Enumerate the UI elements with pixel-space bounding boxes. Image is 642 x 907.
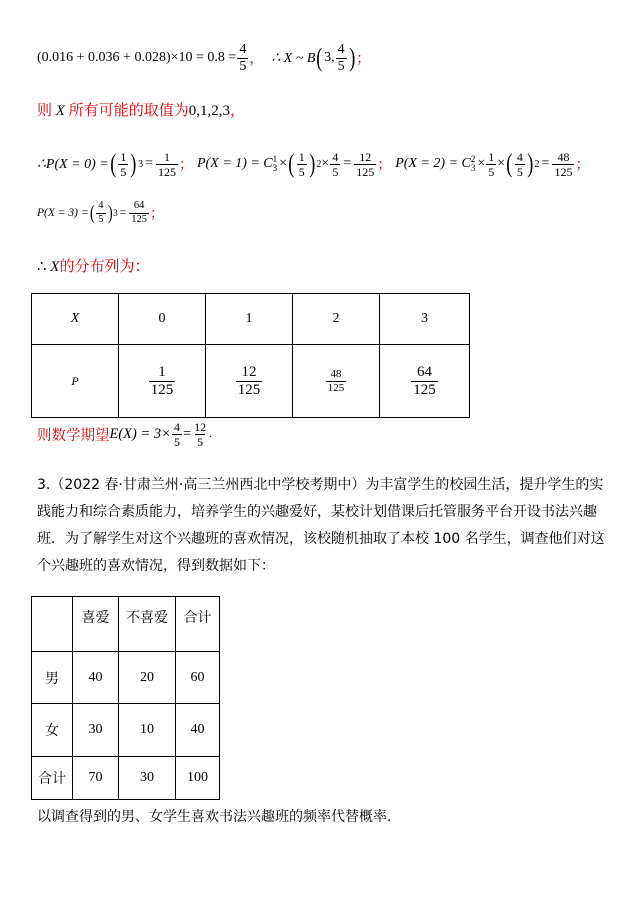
- variable: X: [55, 103, 65, 119]
- table-cell: 40: [176, 704, 220, 757]
- table-row: [32, 757, 220, 800]
- table-cell: X: [32, 294, 119, 345]
- table-cell: 不喜爱: [119, 597, 176, 652]
- table-cell: 30: [119, 757, 176, 800]
- table-cell: $\frac{64}{125}$: [380, 345, 470, 418]
- line-1: (0.016 + 0.036 + 0.028)×10 = 0.8 = $\frac{4}{5}$ ， ∴ X ~ B ( 3, $\frac{4}{5}$ ) ；: [37, 41, 371, 74]
- table-cell: 男: [32, 652, 73, 704]
- survey-table: [31, 596, 220, 800]
- p0-lhs: ∴P(X = 0) =: [37, 156, 109, 172]
- line-4: P(X = 3) = ( $\frac{4}{5}$ ) 3 = $\frac{64}{125}$ ；: [37, 200, 164, 225]
- expectation-label: 则数学期望: [37, 427, 110, 444]
- table-cell: 3: [380, 294, 470, 345]
- line-3: ∴P(X = 0) = ( $\frac{1}{5}$ ) 3 = $\frac{1}{125}$ ； P(X = 1) = C 1 3 × ( $\frac{1}{5}$ ) 2 × $\frac{4}{5}$ = $\frac{12}{125}$ ； P(X = 2) = C 2 3 × $\frac{1}{5}$ × ( $\frac{4}{5}$ ) 2 = $\frac{48}{125}$ ；: [37, 149, 590, 179]
- closing-text: 以调查得到的男、女学生喜欢书法兴趣班的频率代替概率.: [37, 809, 392, 825]
- table-row: [32, 294, 470, 345]
- table-cell: $\frac{12}{125}$: [206, 345, 293, 418]
- problem-3-text: 3.（2022 春·甘肃兰州·高三兰州西北中学校考期中）为丰富学生的校园生活，提升学生的实践能力和综合素质能力，培养学生的兴趣爱好，某校计划借课后托管服务平台开设书法兴趣班．为了解学生对这个兴趣班的喜欢情况，该校随机抽取了本校 100 名学生，调查他们对这个兴趣班的喜欢情况，得到数据如下：: [37, 477, 605, 574]
- table-cell: $\frac{48}{125}$: [293, 345, 380, 418]
- table-cell: 合计: [32, 757, 73, 800]
- table-cell: 喜爱: [73, 597, 119, 652]
- table-cell: 20: [119, 652, 176, 704]
- p3-lhs: P(X = 3) =: [37, 207, 89, 219]
- separator: ，: [249, 52, 264, 67]
- table-cell: 70: [73, 757, 119, 800]
- table-cell: P: [32, 345, 119, 418]
- table-cell: 女: [32, 704, 73, 757]
- p0-value: $\frac{1}{125}$: [157, 149, 176, 179]
- table-cell: [32, 597, 73, 652]
- sum-expression: (0.016 + 0.036 + 0.028)×10 = 0.8 =: [37, 50, 237, 65]
- therefore-expression: ∴ X ~ B: [271, 50, 316, 66]
- distribution-table: [31, 293, 470, 418]
- table-row: [32, 597, 220, 652]
- table-cell: 0: [119, 294, 206, 345]
- fraction: $\frac{4}{5}$: [239, 41, 247, 74]
- table-cell: 10: [119, 704, 176, 757]
- p2-value: $\frac{48}{125}$: [554, 149, 573, 179]
- p3-value: $\frac{64}{125}$: [131, 200, 147, 225]
- distribution-heading: 的分布列为：: [59, 257, 150, 275]
- end-mark: ；: [356, 52, 371, 67]
- p2-lhs: P(X = 2) = C: [395, 156, 471, 171]
- expectation-line: 则数学期望 E(X) = 3× $\frac{4}{5}$ = $\frac{12}{5}$ .: [37, 419, 212, 449]
- table-cell: 60: [176, 652, 220, 704]
- table-row: [32, 652, 220, 704]
- p1-lhs: P(X = 1) = C: [196, 156, 273, 171]
- table-cell: 100: [176, 757, 220, 800]
- values: 0,1,2,3: [188, 103, 230, 119]
- expectation-expr: E(X) = 3×: [109, 425, 171, 442]
- table-cell: 合计: [176, 597, 220, 652]
- table-cell: $\frac{1}{125}$: [119, 345, 206, 418]
- binom-n: 3,: [324, 50, 335, 65]
- statement-text: 所有可能的取值为: [68, 101, 189, 119]
- table-cell: 1: [206, 294, 293, 345]
- table-cell: 30: [73, 704, 119, 757]
- binom-p: $\frac{4}{5}$: [337, 41, 345, 74]
- p1-value: $\frac{12}{125}$: [356, 149, 375, 179]
- prefix-text: 则: [37, 101, 53, 119]
- line-2: [37, 99, 245, 120]
- table-row: [32, 345, 470, 418]
- line-5: ∴ X的分布列为：: [37, 257, 150, 275]
- end-mark: ，: [229, 101, 245, 119]
- table-cell: 2: [293, 294, 380, 345]
- table-row: [32, 704, 220, 757]
- table-cell: 40: [73, 652, 119, 704]
